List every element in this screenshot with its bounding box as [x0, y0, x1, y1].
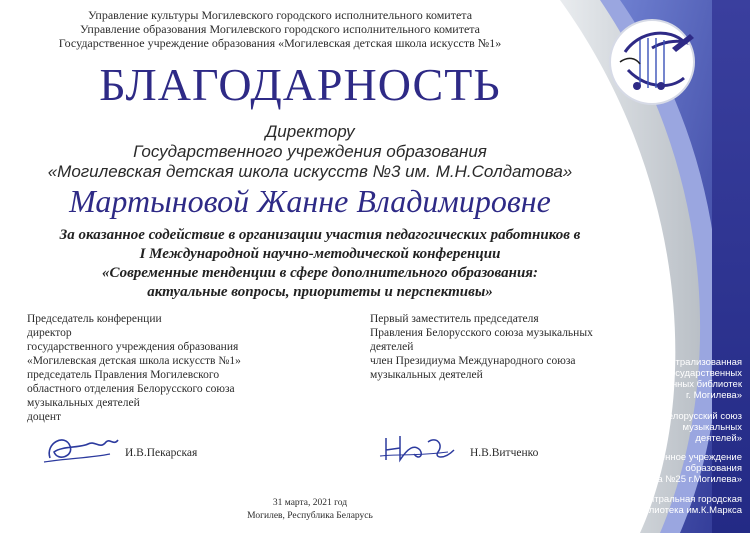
header-line-1: Управление культуры Могилевского городского исполнительного комитета [87, 8, 473, 22]
partner-line: образования [685, 463, 742, 474]
reason-line-4: актуальные вопросы, приоритеты и перспективы» [147, 284, 493, 300]
addressee-line-2: Государственного учреждения образования [133, 142, 487, 161]
signatory-left-line: государственного учреждения образования [27, 341, 239, 353]
recipient-name: Мартыновой Жанне Владимировне [69, 183, 551, 219]
partner-line: система государственных [627, 368, 742, 379]
signatory-left-line: музыкальных деятелей [27, 397, 140, 409]
partner-line: Государственное учреждение [610, 452, 742, 463]
partner-line: Центральная городская [636, 494, 742, 505]
signatory-left-line: директор [27, 327, 72, 339]
footer-date: 31 марта, 2021 год [272, 498, 348, 508]
partner-2 [630, 411, 742, 444]
addressee-line-1: Директору [265, 122, 355, 141]
partner-line: публичных библиотек [646, 379, 742, 390]
signature-left-icon [40, 428, 120, 468]
signatory-left-line: областного отделения Белорусского союза [27, 383, 235, 395]
partner-line: г. Могилева» [686, 390, 742, 401]
signatory-right-line: Первый заместитель председателя [370, 313, 539, 325]
document-title: БЛАГОДАРНОСТЬ [99, 59, 501, 110]
partner-line: «Средняя школа №25 г.Могилева» [588, 474, 742, 485]
signatory-right-line: деятелей [370, 341, 414, 353]
signatory-left-line: доцент [27, 411, 62, 423]
reason-line-1: За оказанное содействие в организации участия педагогических работников в [59, 227, 581, 243]
signatory-right-name: Н.В.Витченко [470, 447, 539, 459]
bullet-icon [630, 412, 636, 418]
signatory-right-line: Правления Белорусского союза музыкальных [370, 327, 593, 339]
partner-4 [628, 494, 742, 516]
partner-line: УК «Централизованная [638, 357, 742, 368]
partner-line: ОО «Белорусский союз [638, 411, 742, 422]
signature-right-icon [378, 430, 458, 466]
bullet-icon [602, 453, 608, 459]
signatory-left-line: председатель Правления Могилевского [27, 369, 220, 381]
bullet-icon [630, 358, 636, 364]
signatory-left-block [27, 312, 327, 424]
header-line-2: Управление образования Могилевского городского исполнительного комитета [79, 22, 481, 36]
header-line-3: Государственное учреждение образования «Могилевская детская школа искусств №1» [58, 36, 502, 50]
partner-1 [628, 357, 742, 401]
partner-line: деятелей» [695, 433, 742, 444]
footer-place: Могилев, Республика Беларусь [247, 511, 373, 521]
signatory-right-line: музыкальных деятелей [370, 369, 483, 381]
partner-3 [589, 452, 742, 485]
addressee-line-3: «Могилевская детская школа искусств №3 им. М.Н.Солдатова» [47, 162, 573, 181]
signatory-left-line: «Могилевская детская школа искусств №1» [27, 355, 241, 367]
signatory-left-name: И.В.Пекарская [125, 447, 198, 459]
signatory-right-line: член Президиума Международного союза [370, 355, 576, 367]
reason-line-2: I Международной научно-методической конференции [139, 246, 501, 262]
partner-line: музыкальных [682, 422, 742, 433]
reason-line-3: «Современные тенденции в сфере дополнительного образования: [101, 265, 539, 281]
partner-line: библиотека им.К.Маркса [632, 505, 742, 516]
signatory-left-line: Председатель конференции [27, 313, 162, 325]
bullet-icon [628, 495, 634, 501]
signatory-right-block [370, 312, 630, 382]
